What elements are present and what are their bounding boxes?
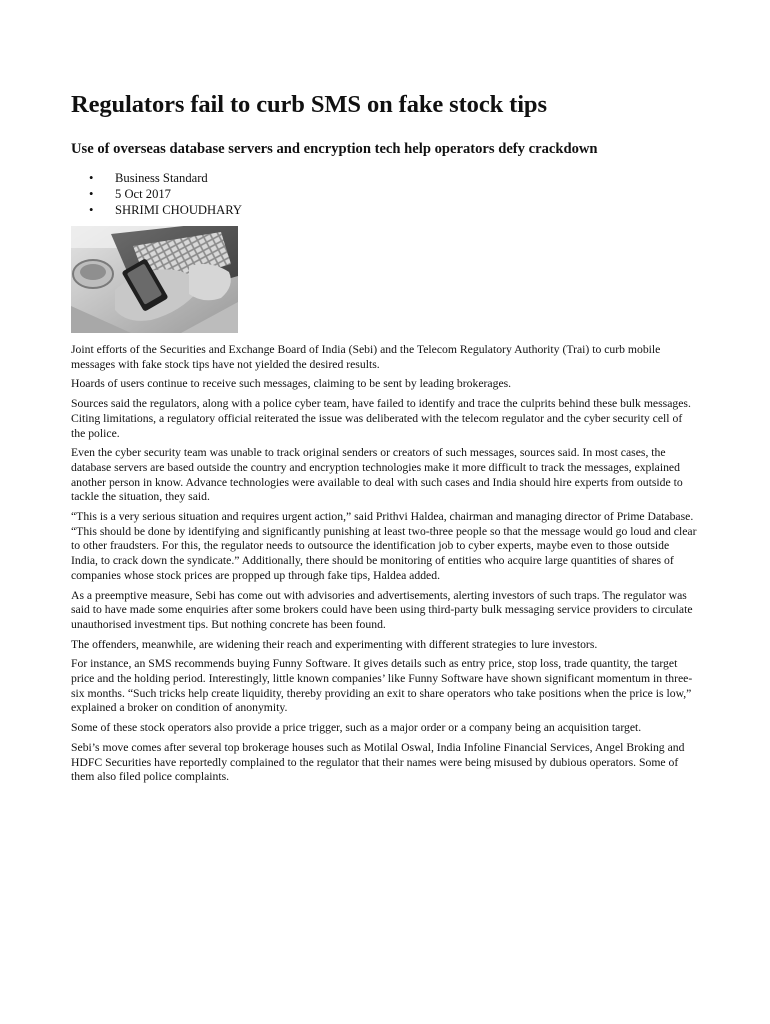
article-paragraph: The offenders, meanwhile, are widening their reach and experimenting with different strategies to lure investors. bbox=[71, 637, 598, 651]
meta-author bbox=[89, 202, 699, 218]
article-headline: Regulators fail to curb SMS on fake stock tips bbox=[71, 91, 547, 118]
meta-source-text: Business Standard bbox=[115, 171, 208, 185]
meta-source bbox=[89, 170, 699, 186]
meta-date-text: 5 Oct 2017 bbox=[115, 187, 171, 201]
article-paragraph: Joint efforts of the Securities and Exchange Board of India (Sebi) and the Telecom Regulatory Authority (Trai) to curb mobile messages with fake stock tips have not yielded the desired results. bbox=[71, 343, 661, 371]
article-paragraph: Sebi’s move comes after several top brokerage houses such as Motilal Oswal, India Infoline Financial Services, Angel Broking and HDFC Securities have reportedly complained to the regulator that their names were being misused by dubious operators. Some of them also filed police complaints. bbox=[71, 740, 685, 784]
article-paragraph: Sources said the regulators, along with a police cyber team, have failed to identify and trace the culprits behind these bulk messages. Citing limitations, a regulatory official reiterated the issue was deliberated with the telecom regulator and the cyber security cell of the police. bbox=[71, 397, 691, 440]
article bbox=[71, 90, 699, 790]
article-paragraph: Hoards of users continue to receive such messages, claiming to be sent by leading brokerages. bbox=[71, 377, 512, 391]
article-subheadline: Use of overseas database servers and encryption tech help operators defy crackdown bbox=[71, 141, 598, 157]
article-paragraph: “This is a very serious situation and requires urgent action,” said Prithvi Haldea, chairman and managing director of Prime Database. “This should be done by identifying and significantly punishing at least two-three people so that the message would go loud and clear to other fraudsters. For this, the regulator needs to outsource the identification job to cyber experts, maybe even to those outside India, to crack down the syndicate.” Additionally, there should be monitoring of entities who acquire large quantities of shares of companies whose stock prices are propped up through fake tips, Haldea added. bbox=[71, 510, 697, 582]
article-paragraph: For instance, an SMS recommends buying Funny Software. It gives details such as entry price, stop loss, trade quantity, the target price and the holding period. Interestingly, little known companies’ like Funny Software have shown significant momentum in three-six months. “Such tricks help create liquidity, thereby providing an exit to share operators who take positions when the price is low,” explained a broker on condition of anonymity. bbox=[71, 657, 693, 715]
bullet-marker: • bbox=[89, 171, 94, 185]
article-paragraph: As a preemptive measure, Sebi has come out with advisories and advertisements, alerting investors of such traps. The regulator was said to have made some enquiries after some brokers could have been using third-party bulk messaging service providers to circulate unauthorised investment tips. But nothing concrete has been found. bbox=[71, 588, 693, 631]
article-paragraph: Even the cyber security team was unable to track original senders or creators of such messages, sources said. In most cases, the database servers are based outside the country and encryption technologies make it more difficult to track the messages, explained another person in know. Advance technologies were available to deal with such cases and India should hire experts from outside to tackle the situation, they said. bbox=[71, 446, 683, 504]
bullet-marker: • bbox=[89, 203, 94, 217]
article-paragraph: Some of these stock operators also provide a price trigger, such as a major order or a company being an acquisition target. bbox=[71, 721, 642, 735]
bullet-marker: • bbox=[89, 187, 94, 201]
article-meta-list bbox=[71, 170, 699, 218]
meta-date bbox=[89, 186, 699, 202]
meta-author-text: SHRIMI CHOUDHARY bbox=[115, 203, 243, 217]
article-photo bbox=[71, 226, 238, 333]
photo-illustration bbox=[71, 226, 238, 333]
article-body bbox=[71, 343, 699, 785]
